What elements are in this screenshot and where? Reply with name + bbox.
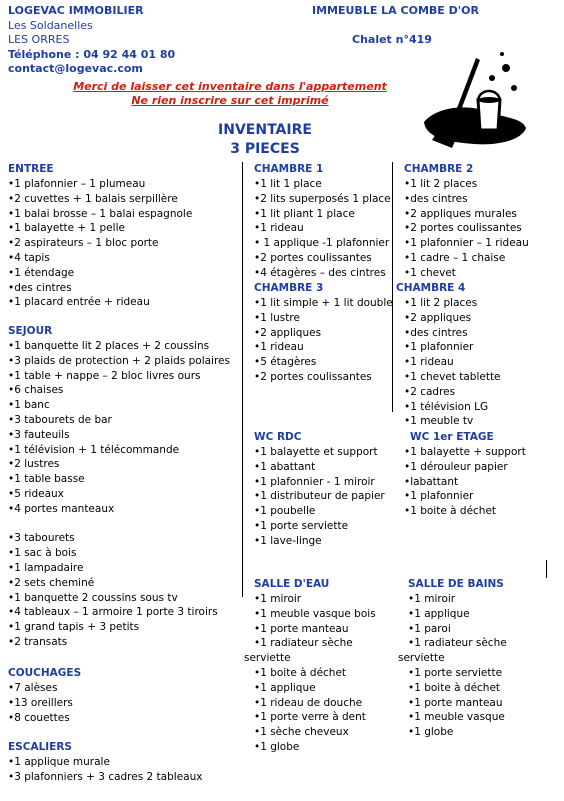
cleaning-bucket-icon bbox=[418, 48, 528, 158]
list-item: •1 applique bbox=[408, 607, 470, 620]
list-item: •1 table basse bbox=[8, 473, 85, 486]
list-item: •1 lit 2 places bbox=[404, 178, 478, 190]
list-item: •2 lits superposés 1 place bbox=[254, 192, 391, 205]
list-item-continuation: serviette bbox=[398, 652, 445, 665]
list-item: •1 porte verre à dent bbox=[254, 711, 366, 724]
section-wc-etage bbox=[404, 430, 526, 519]
list-spacer bbox=[8, 517, 230, 532]
list-item: •2 portes coulissantes bbox=[404, 222, 522, 235]
section-title: SALLE D'EAU bbox=[254, 578, 330, 590]
list-item: •1 applique murale bbox=[8, 756, 110, 768]
section-entree bbox=[8, 162, 192, 310]
list-item: •2 appliques murales bbox=[404, 207, 517, 220]
section-salle-deau bbox=[244, 577, 376, 755]
section-chambre-2 bbox=[404, 162, 529, 281]
list-item: •des cintres bbox=[404, 326, 468, 339]
section-title: ENTREE bbox=[8, 163, 54, 175]
list-item: •1 globe bbox=[408, 726, 454, 739]
list-item: •1 rideau bbox=[254, 341, 304, 354]
list-item-continuation: serviette bbox=[244, 652, 291, 665]
page-title: INVENTAIRE bbox=[218, 122, 312, 138]
list-item: •2 appliques bbox=[404, 311, 472, 324]
list-item: •labattant bbox=[404, 475, 459, 488]
section-title: SEJOUR bbox=[8, 325, 53, 337]
list-item: •2 lustres bbox=[8, 458, 60, 471]
section-title: CHAMBRE 4 bbox=[396, 282, 466, 294]
list-item: •1 chevet tablette bbox=[404, 370, 501, 383]
list-item: •1 balayette + 1 pelle bbox=[8, 222, 125, 235]
company-address-1: Les Soldanelles bbox=[8, 18, 93, 32]
list-item: •3 tabourets de bar bbox=[8, 413, 112, 426]
list-item: •8 couettes bbox=[8, 711, 70, 724]
section-title: COUCHAGES bbox=[8, 667, 82, 679]
list-item: •1 lit pliant 1 place bbox=[254, 207, 355, 220]
list-item: •1 banquette lit 2 places + 2 coussins bbox=[8, 340, 210, 352]
section-couchages bbox=[8, 666, 81, 725]
list-item: •1 lit simple + 1 lit double bbox=[254, 297, 393, 309]
list-item: •1 plafonnier - 1 miroir bbox=[254, 475, 375, 488]
list-item: •1 meuble vasque bbox=[408, 711, 505, 724]
list-item: •1 abattant bbox=[254, 460, 316, 473]
list-item: •1 banc bbox=[8, 399, 50, 412]
section-title: CHAMBRE 1 bbox=[254, 163, 324, 175]
list-item: •1 lit 2 places bbox=[404, 297, 478, 309]
list-item: •1 placard entrée + rideau bbox=[8, 296, 150, 309]
section-title: WC RDC bbox=[254, 431, 302, 443]
list-item: •1 lit 1 place bbox=[254, 178, 322, 190]
section-chambre-4 bbox=[396, 281, 501, 429]
list-item: •des cintres bbox=[404, 192, 468, 205]
list-item: •1 plafonnier bbox=[404, 490, 474, 503]
list-item: •1 rideau de douche bbox=[254, 696, 363, 709]
section-title: WC 1er ETAGE bbox=[410, 431, 494, 443]
list-item: •1 meuble tv bbox=[404, 415, 474, 428]
list-item: •3 plaids de protection + 2 plaids polaires bbox=[8, 354, 230, 367]
list-item: •1 paroi bbox=[408, 622, 451, 635]
section-chambre-3 bbox=[254, 281, 393, 385]
list-item: •1 lave-linge bbox=[254, 534, 322, 547]
company-header bbox=[8, 4, 175, 77]
list-item: •1 rideau bbox=[254, 222, 304, 235]
section-salle-de-bains bbox=[398, 577, 507, 740]
list-item: •1 meuble vasque bois bbox=[254, 607, 376, 620]
list-item: •1 boite à déchet bbox=[404, 505, 497, 518]
list-item: •1 plafonnier bbox=[404, 341, 474, 354]
list-item: •1 boite à déchet bbox=[254, 666, 347, 679]
list-item: •1 miroir bbox=[408, 593, 456, 605]
list-item: •1 radiateur sèche bbox=[254, 637, 353, 650]
list-item: •2 aspirateurs – 1 bloc porte bbox=[8, 237, 159, 250]
list-item: •des cintres bbox=[8, 281, 72, 294]
list-item: •2 appliques bbox=[254, 326, 322, 339]
building-name: IMMEUBLE LA COMBE D'OR bbox=[312, 4, 479, 17]
list-item: •1 radiateur sèche bbox=[408, 637, 507, 650]
list-item: •3 fauteuils bbox=[8, 428, 70, 441]
list-item: •6 chaises bbox=[8, 384, 64, 397]
section-title: SALLE DE BAINS bbox=[408, 578, 504, 590]
company-phone: Téléphone : 04 92 44 01 80 bbox=[8, 47, 176, 61]
list-item: •1 porte manteau bbox=[254, 622, 349, 635]
notice-do-not-write: Ne rien inscrire sur cet imprimé bbox=[131, 94, 329, 107]
list-item: •2 cuvettes + 1 balais serpillère bbox=[8, 192, 178, 205]
list-item: •1 porte manteau bbox=[408, 696, 503, 709]
list-item: •1 rideau bbox=[404, 356, 454, 369]
list-item: •1 lampadaire bbox=[8, 561, 84, 574]
list-item: •1 télévision LG bbox=[404, 400, 489, 413]
list-item: •1 applique bbox=[254, 681, 316, 694]
section-title: CHAMBRE 3 bbox=[254, 282, 324, 294]
company-name: LOGEVAC IMMOBILIER bbox=[8, 4, 144, 17]
section-wc-rdc bbox=[254, 430, 385, 549]
list-item: •1 distributeur de papier bbox=[254, 490, 385, 503]
list-item: •1 lustre bbox=[254, 311, 300, 324]
list-item: •1 porte serviette bbox=[254, 519, 349, 532]
chalet-number: Chalet n°419 bbox=[352, 33, 432, 46]
section-escaliers bbox=[8, 740, 202, 785]
list-item: •1 sac à bois bbox=[8, 547, 77, 560]
company-address-2: LES ORRES bbox=[8, 33, 70, 46]
list-item: •1 balayette et support bbox=[254, 446, 378, 458]
list-item: •5 rideaux bbox=[8, 487, 64, 500]
section-title: ESCALIERS bbox=[8, 741, 72, 753]
page-edge-mark bbox=[546, 560, 547, 578]
list-item: •5 étagères bbox=[254, 356, 317, 369]
list-item: •4 tapis bbox=[8, 251, 50, 264]
list-item: •2 cadres bbox=[404, 385, 456, 398]
list-item: •1 grand tapis + 3 petits bbox=[8, 621, 140, 634]
list-item: •3 plafonniers + 3 cadres 2 tableaux bbox=[8, 770, 203, 783]
section-chambre-1 bbox=[254, 162, 391, 281]
section-title: CHAMBRE 2 bbox=[404, 163, 474, 175]
list-item: •1 porte serviette bbox=[408, 666, 503, 679]
list-item: •1 miroir bbox=[254, 593, 302, 605]
list-item: •13 oreillers bbox=[8, 696, 73, 709]
list-item: •1 cadre – 1 chaise bbox=[404, 251, 506, 264]
list-item: •1 poubelle bbox=[254, 505, 316, 518]
section-sejour bbox=[8, 324, 230, 650]
list-item: • 1 applique -1 plafonnier bbox=[254, 237, 390, 250]
list-item: •7 alèses bbox=[8, 682, 58, 694]
list-item: •1 balai brosse – 1 balai espagnole bbox=[8, 207, 193, 220]
list-item: •4 portes manteaux bbox=[8, 502, 115, 515]
column-divider-left bbox=[242, 162, 243, 597]
list-item: •1 télévision + 1 télécommande bbox=[8, 443, 180, 456]
list-item: •4 tableaux – 1 armoire 1 porte 3 tiroirs bbox=[8, 606, 218, 619]
list-item: •1 boite à déchet bbox=[408, 681, 501, 694]
list-item: •1 table + nappe – 2 bloc livres ours bbox=[8, 369, 201, 382]
list-item: •1 étendage bbox=[8, 266, 75, 279]
list-item: •1 dérouleur papier bbox=[404, 460, 508, 473]
list-item: •2 portes coulissantes bbox=[254, 370, 372, 383]
list-item: •2 portes coulissantes bbox=[254, 251, 372, 264]
list-item: •1 sèche cheveux bbox=[254, 726, 349, 739]
list-item: •3 tabourets bbox=[8, 532, 75, 545]
list-item: •2 sets cheminé bbox=[8, 576, 95, 589]
list-item: •1 banquette 2 coussins sous tv bbox=[8, 591, 178, 604]
page-subtitle: 3 PIECES bbox=[230, 141, 300, 157]
list-item: •1 chevet bbox=[404, 266, 456, 279]
list-item: •1 globe bbox=[254, 740, 300, 753]
company-email: contact@logevac.com bbox=[8, 62, 143, 75]
list-item: •2 transats bbox=[8, 635, 68, 648]
list-item: •1 balayette + support bbox=[404, 446, 526, 458]
notice-keep-inventory: Merci de laisser cet inventaire dans l'appartement bbox=[73, 80, 387, 93]
list-item: •1 plafonnier – 1 plumeau bbox=[8, 178, 146, 190]
list-item: •1 plafonnier – 1 rideau bbox=[404, 237, 529, 250]
list-item: •4 étagères – des cintres bbox=[254, 266, 386, 279]
